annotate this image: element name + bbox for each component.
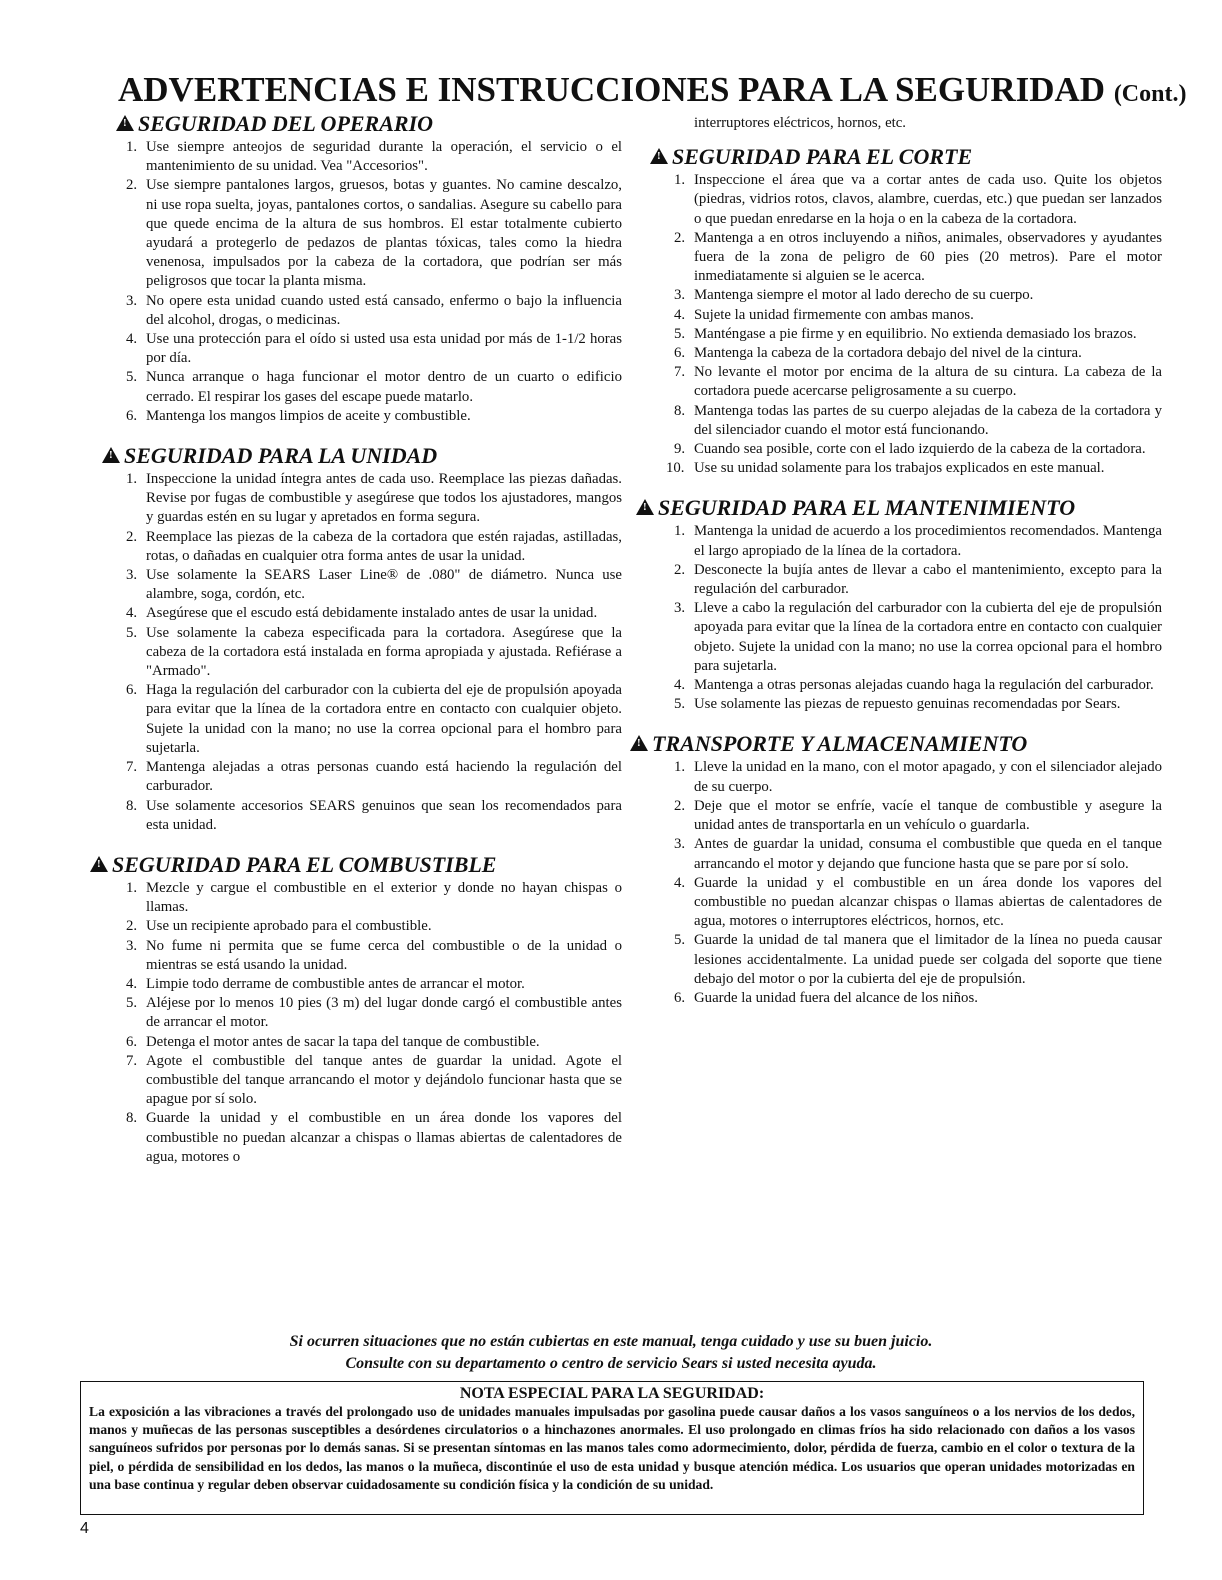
list-item: 4. Limpie todo derrame de combustible antes de arrancar el motor. <box>126 975 525 992</box>
section-transporte <box>630 732 1162 1008</box>
list-item: 1. Inspeccione la unidad íntegra antes de cada uso. Reemplace las piezas dañadas. Revise por fugas de combustible y asegúrese que todos los ajustadores, mangos y guardas estén en su lugar y apretados en forma segura. <box>126 471 622 526</box>
list-item: 5. Aléjese por lo menos 10 pies (3 m) del lugar donde cargó el combustible antes de arrancar el motor. <box>126 995 622 1031</box>
list-item: 10. Use su unidad solamente para los trabajos explicados en este manual. <box>666 460 1105 477</box>
list-item: 7. No levante el motor por encima de la altura de su cintura. La cabeza de la cortadora puede acercarse peligrosamente a su cuerpo. <box>674 364 1162 400</box>
list-item: 4. Guarde la unidad y el combustible en un área donde los vapores del combustible no puedan alcanzar chispas o llamas abiertas de calentadores de agua, motores o interruptores eléctricos, hornos, etc. <box>674 874 1162 930</box>
warning-icon <box>636 499 654 515</box>
right-column <box>640 112 1162 1008</box>
list-item: 3. Lleve a cabo la regulación del carburador con la cubierta del eje de propulsión apoyada para evitar que la línea de la cortadora entre en contacto con cualquier objeto. Sujete la unidad con la mano; no use la correa opcional para el hombro para sujetarla. <box>674 600 1162 674</box>
list-item: 2. Use siempre pantalones largos, gruesos, botas y guantes. No camine descalzo, ni use ropa suelta, joyas, pantalones cortos, o sandalias. Asegure su cabello para que quede encima de la altura de sus hombros. El estar totalmente cubierto ayudará a protegerlo de pedazos de plantas tóxicas, tales como la hiedra venenosa, impulsados por la cabeza de la cortadora, que podrían ser más peligrosos que tocar la planta misma. <box>126 177 622 290</box>
combustible-list <box>92 879 622 1167</box>
list-item: 4. Mantenga a otras personas alejadas cuando haga la regulación del carburador. <box>674 677 1154 694</box>
section-operario <box>116 112 622 426</box>
page-title-main: ADVERTENCIAS E INSTRUCCIONES PARA LA SEGURIDAD <box>118 70 1106 109</box>
section-heading <box>636 496 1162 520</box>
list-item: 7. Agote el combustible del tanque antes de guardar la unidad. Agote el combustible del tanque arrancando el motor y dejándolo funcionar hasta que se apague por sí solo. <box>126 1052 622 1108</box>
list-item: 1. Inspeccione el área que va a cortar antes de cada uso. Quite los objetos (piedras, vidrios rotos, clavos, alambre, cuerdas, etc.) que puedan ser lanzados o que puedan enredarse en la hoja o en la cabeza de la cortadora. <box>674 172 1162 227</box>
list-item: 3. Mantenga siempre el motor al lado derecho de su cuerpo. <box>674 287 1034 304</box>
list-item: 5. Use solamente la cabeza especificada para la cortadora. Asegúrese que la cabeza de la cortadora está instalada en forma apropiada y ajustada. Refiérase a "Armado". <box>126 624 622 680</box>
list-item: 1. Mezcle y cargue el combustible en el exterior y donde no hayan chispas o llamas. <box>126 879 622 916</box>
list-item: 8. Mantenga todas las partes de su cuerpo alejadas de la cabeza de la cortadora y del silenciador cuando el motor está funcionando. <box>674 402 1162 438</box>
list-item: 5. Use solamente las piezas de repuesto genuinas recomendadas por Sears. <box>674 696 1121 713</box>
section-mantenimiento <box>636 496 1162 714</box>
list-item: 4. Sujete la unidad firmemente con ambas manos. <box>674 306 974 323</box>
page-title <box>118 70 1187 114</box>
list-item: 3. Use solamente la SEARS Laser Line® de .080" de diámetro. Nunca use alambre, soga, cordón, etc. <box>126 567 622 603</box>
list-item: 5. Guarde la unidad de tal manera que el limitador de la línea no pueda causar lesiones accidentalmente. La unidad puede ser colgada del soporte que tiene debajo del motor o por la cubierta del eje de propulsión. <box>674 932 1162 987</box>
footer-note <box>0 1331 1222 1375</box>
list-item: 3. No opere esta unidad cuando usted está cansado, enfermo o bajo la influencia del alcohol, drogas, o medicinas. <box>126 292 622 328</box>
warning-icon <box>650 148 668 164</box>
left-column <box>92 112 622 1167</box>
list-item: 6. Guarde la unidad fuera del alcance de los niños. <box>674 989 978 1006</box>
list-item: 2. Deje que el motor se enfríe, vacíe el tanque de combustible y asegure la unidad antes de transportarla en un vehículo o guardarla. <box>674 797 1162 834</box>
section-heading <box>116 112 622 136</box>
section-heading-text: SEGURIDAD DEL OPERARIO <box>138 111 434 136</box>
section-combustible <box>90 853 622 1167</box>
section-heading-text: SEGURIDAD PARA EL COMBUSTIBLE <box>112 851 497 877</box>
list-item: 9. Cuando sea posible, corte con el lado izquierdo de la cabeza de la cortadora. <box>674 441 1146 458</box>
warning-icon <box>90 856 108 872</box>
list-item: 7. Mantenga alejadas a otras personas cuando está haciendo la regulación del carburador. <box>126 759 622 795</box>
list-item: 6. Detenga el motor antes de sacar la tapa del tanque de combustible. <box>126 1033 540 1050</box>
list-item: 5. Manténgase a pie firme y en equilibrio. No extienda demasiado los brazos. <box>674 325 1137 342</box>
list-item: 2. Reemplace las piezas de la cabeza de la cortadora que estén rajadas, astilladas, rotas, o dañadas en cualquier otra forma antes de usar la unidad. <box>126 528 622 564</box>
warning-icon <box>102 447 120 463</box>
operario-list <box>92 138 622 426</box>
list-item: 4. Asegúrese que el escudo está debidamente instalado antes de usar la unidad. <box>126 605 598 622</box>
section-heading <box>650 145 1162 169</box>
combustible-continuation: interruptores eléctricos, hornos, etc. <box>694 115 907 131</box>
list-item: 6. Mantenga la cabeza de la cortadora debajo del nivel de la cintura. <box>674 345 1082 362</box>
list-item: 2. Desconecte la bujía antes de llevar a cabo el mantenimiento, excepto para la regulación del carburador. <box>674 561 1162 598</box>
section-heading <box>102 444 622 468</box>
mantenimiento-list <box>640 522 1162 714</box>
special-note-title: NOTA ESPECIAL PARA LA SEGURIDAD: <box>459 1385 765 1402</box>
section-corte <box>650 145 1162 478</box>
list-item: 1. Mantenga la unidad de acuerdo a los procedimientos recomendados. Mantenga el largo apropiado de la línea de la cortadora. <box>674 523 1162 559</box>
unidad-list <box>92 470 622 835</box>
list-item: 1. Use siempre anteojos de seguridad durante la operación, el servicio o el mantenimiento de su unidad. Vea "Accesorios". <box>126 139 622 175</box>
list-item: 3. No fume ni permita que se fume cerca del combustible o de la unidad o mientras se está usando la unidad. <box>126 937 622 973</box>
section-heading-text: SEGURIDAD PARA EL CORTE <box>672 144 973 170</box>
list-item: 6. Mantenga los mangos limpios de aceite y combustible. <box>126 407 471 424</box>
section-heading-text: SEGURIDAD PARA LA UNIDAD <box>124 443 438 469</box>
warning-icon <box>116 115 134 131</box>
list-item: 3. Antes de guardar la unidad, consuma el combustible que queda en el tanque arrancando el motor y dejando que funcione hasta que se pare por sí solo. <box>674 836 1162 872</box>
list-item: 2. Use un recipiente aprobado para el combustible. <box>126 918 432 935</box>
footer-line-2: Consulte con su departamento o centro de servicio Sears si usted necesita ayuda. <box>345 1355 877 1372</box>
list-item: 4. Use una protección para el oído si usted usa esta unidad por más de 1-1/2 horas por día. <box>126 331 622 367</box>
section-heading <box>90 853 622 877</box>
section-unidad <box>102 444 622 835</box>
list-item: 6. Haga la regulación del carburador con la cubierta del eje de propulsión apoyada para evitar que la línea de la cortadora entre en contacto con cualquier objeto. Sujete la unidad con la mano; no use la correa opcional para el hombro para sujetarla. <box>126 682 622 756</box>
warning-icon <box>630 735 648 751</box>
section-heading-text: TRANSPORTE Y ALMACENAMIENTO <box>652 731 1028 757</box>
list-item: 8. Use solamente accesorios SEARS genuinos que sean los recomendados para esta unidad. <box>126 797 622 833</box>
transporte-list <box>640 758 1162 1008</box>
section-heading <box>630 732 1162 756</box>
corte-list <box>640 171 1162 478</box>
special-safety-note <box>80 1381 1144 1515</box>
list-item: 1. Lleve la unidad en la mano, con el motor apagado, y con el silenciador alejado de su cuerpo. <box>674 759 1162 795</box>
footer-line-1: Si ocurren situaciones que no están cubiertas en este manual, tenga cuidado y use su buen juicio. <box>289 1333 933 1350</box>
list-item: 2. Mantenga a en otros incluyendo a niños, animales, observadores y ayudantes fuera de la zona de peligro de 60 pies (20 metros). Pare el motor inmediatamente si alguien se le acerca. <box>674 229 1162 285</box>
list-item: 8. Guarde la unidad y el combustible en un área donde los vapores del combustible no puedan alcanzar a chispas o llamas abiertas de calentadores de agua, motores o <box>126 1110 622 1165</box>
page-number: 4 <box>80 1520 89 1537</box>
page-title-cont: (Cont.) <box>1113 81 1187 107</box>
section-heading-text: SEGURIDAD PARA EL MANTENIMIENTO <box>658 495 1076 521</box>
special-note-body: La exposición a las vibraciones a través del prolongado uso de unidades manuales impulsadas por gasolina puede causar daños a los vasos sanguíneos o a los nervios de los dedos, manos y muñecas de las personas susceptibles a desórdenes circulatorios o a hinchazones anormales. El uso prolongado en climas fríos ha sido relacionado con daños a los vasos sanguíneos sufridos por personas por lo demás sanas. Si se presentan síntomas en las manos tales como adormecimiento, dolor, pérdida de fuerza, cambio en el color o textura de la piel, o pérdida de sensibilidad en los dedos, las manos o la muñeca, discontinúe el uso de esta unidad y busque atención médica. Los usuarios que operan unidades motorizadas en una base continua y regular deben observar cuidadosamente su condición física y la condición de su unidad. <box>89 1404 1135 1492</box>
list-item: 5. Nunca arranque o haga funcionar el motor dentro de un cuarto o edificio cerrado. El respirar los gases del escape puede matarlo. <box>126 369 622 405</box>
